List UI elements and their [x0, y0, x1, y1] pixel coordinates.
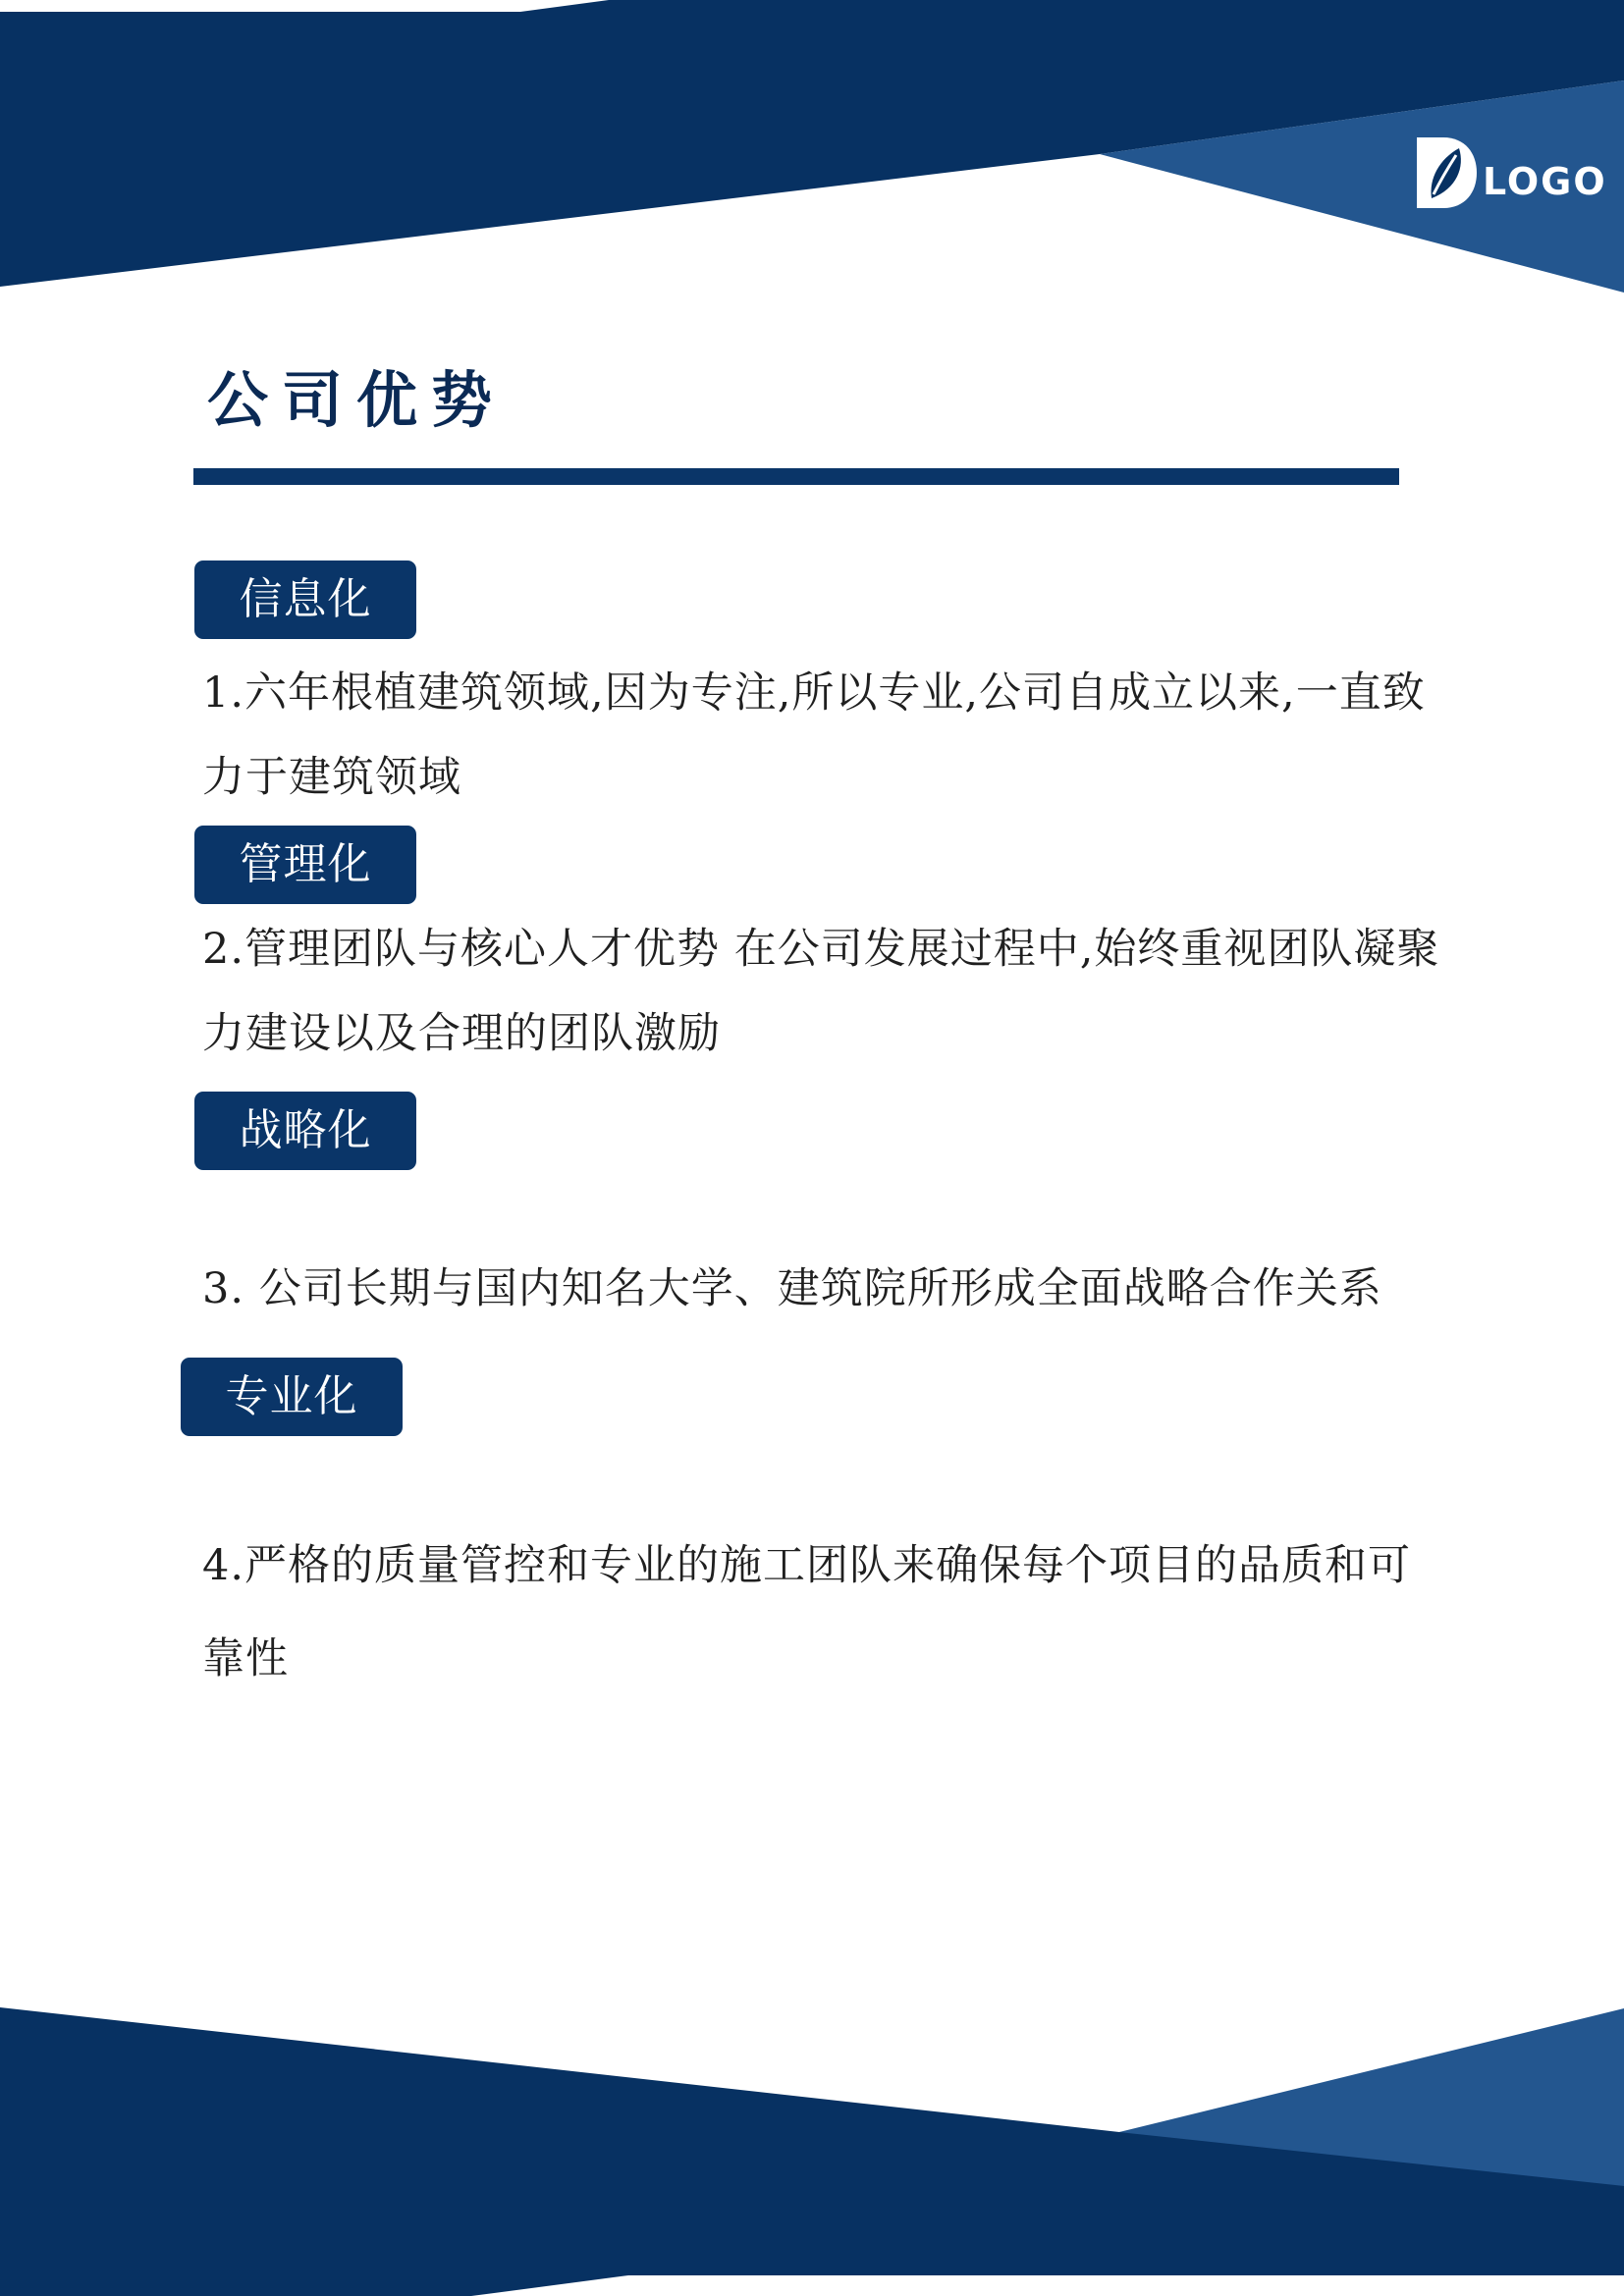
- footer-white-sliver: [471, 2275, 1624, 2296]
- advantage-paragraph-4: 4.严格的质量管控和专业的施工团队来确保每个项目的品质和可靠性: [202, 1541, 1412, 1683]
- tag-informatization: 信息化: [194, 561, 416, 639]
- advantage-paragraph-1: 1.六年根植建筑领域,因为专注,所以专业,公司自成立以来,一直致力于建筑领域: [202, 668, 1426, 802]
- header-banner: [0, 0, 1624, 304]
- tag-management: 管理化: [194, 826, 416, 904]
- logo-text: LOGO: [1483, 160, 1607, 203]
- advantage-paragraph-3: 3. 公司长期与国内知名大学、建筑院所形成全面战略合作关系: [202, 1264, 1382, 1313]
- tag-professionalization: 专业化: [181, 1358, 403, 1436]
- leaf-d-logo-icon: [1414, 135, 1479, 210]
- logo: [1414, 133, 1607, 212]
- footer-banner: [0, 1993, 1624, 2296]
- title-underline: [193, 468, 1399, 485]
- tag-strategy: 战略化: [194, 1092, 416, 1170]
- advantage-paragraph-2: 2.管理团队与核心人才优势 在公司发展过程中,始终重视团队凝聚力建设以及合理的团队激励: [202, 925, 1440, 1058]
- page-title: 公司优势: [207, 364, 507, 436]
